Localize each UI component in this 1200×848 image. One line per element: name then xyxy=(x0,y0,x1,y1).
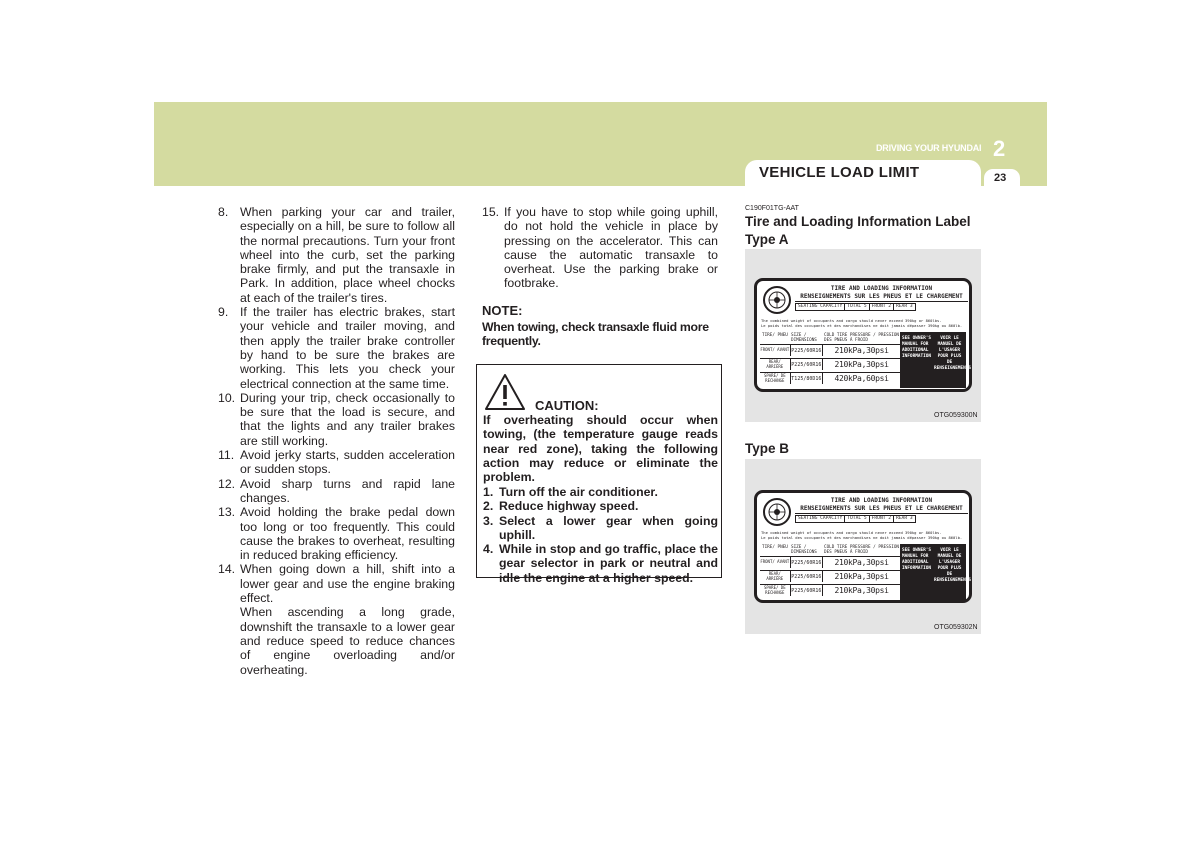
owner-manual-fr: VOIR LE MANUEL DE L'USAGER POUR PLUS DE RENSEIGNEMENTS xyxy=(934,548,972,583)
col-tire: TIRE/ PNEU xyxy=(762,545,788,550)
list-item xyxy=(218,305,455,391)
label-heading xyxy=(745,213,985,249)
label-title xyxy=(795,497,968,514)
item-number: 11. xyxy=(218,448,235,463)
seating-rear: REAR 3 xyxy=(893,303,916,311)
note-heading: NOTE: xyxy=(482,302,523,318)
warning-triangle-icon xyxy=(484,373,526,411)
combined-weight-en: The combined weight of occupants and cargo should never exceed 390kg or 860lbs. xyxy=(761,530,942,535)
middle-column xyxy=(482,205,718,349)
label-heading-line: Tire and Loading Information Label xyxy=(745,214,971,229)
seating-rear: REAR 3 xyxy=(893,515,916,523)
combined-weight-text xyxy=(761,319,966,328)
item-text: While in stop and go traffic, place the gear selector in park or neutral and idle the engine at a higher speed. xyxy=(499,542,718,585)
tire-loading-label-type-b xyxy=(754,490,972,603)
seating-front: FRONT 2 xyxy=(869,303,894,311)
item-number: 2. xyxy=(483,499,494,514)
tire-pressure-table xyxy=(760,332,972,388)
item-number: 1. xyxy=(483,485,494,499)
section-name: DRIVING YOUR HYUNDAI xyxy=(876,143,982,153)
list-item xyxy=(483,485,718,499)
label-title-en: TIRE AND LOADING INFORMATION xyxy=(830,285,933,292)
table-row: REAR/ ARRIÈRE P225/60R16 210kPa,30psi xyxy=(760,358,900,370)
item-text: Avoid holding the brake pedal down too long or too frequently. This could cause the brakes to overheat, resulting in reduced braking efficiency. xyxy=(240,505,455,563)
list-item xyxy=(483,514,718,543)
list-item xyxy=(218,477,455,506)
seating-total: TOTAL 5 xyxy=(844,303,869,311)
caution-steps-list xyxy=(483,485,718,585)
left-column xyxy=(218,205,455,677)
table-row: SPARE/ DE RECHANGE T125/80D16 420kPa,60psi xyxy=(760,372,900,384)
towing-steps-continued xyxy=(482,205,718,291)
note-text: When towing, check transaxle fluid more frequently. xyxy=(482,320,709,349)
figure-a-code: OTG059300N xyxy=(934,412,978,419)
item-number: 8. xyxy=(218,205,229,219)
seating-capacity-row xyxy=(795,303,968,311)
list-item xyxy=(218,448,455,477)
item-number: 14. xyxy=(218,562,236,577)
type-b-heading: Type B xyxy=(745,441,790,456)
label-title-en: TIRE AND LOADING INFORMATION xyxy=(830,497,933,504)
page-title: VEHICLE LOAD LIMIT xyxy=(759,164,920,181)
label-title xyxy=(795,285,968,302)
col-tire: TIRE/ PNEU xyxy=(762,333,788,338)
item-text: During your trip, check occasionally to be sure that the load is secure, and that the lights and any trailer brakes are still working. xyxy=(240,390,455,448)
label-title-fr: RENSEIGNEMENTS SUR LES PNEUS ET LE CHARGEMENT xyxy=(800,293,963,300)
item-text: Reduce highway speed. xyxy=(499,499,639,514)
caution-text: If overheating should occur when towing, (the temperature gauge reads near red zone), taking the following action may reduce or eliminate the problem. xyxy=(483,413,718,485)
list-item xyxy=(483,542,718,585)
col-pressure: COLD TIRE PRESSURE / PRESSION DES PNEUS À FROID xyxy=(824,333,900,343)
figure-b-code: OTG059302N xyxy=(934,624,978,631)
col-size: SIZE / DIMENSIONS xyxy=(791,333,817,343)
combined-weight-fr: Le poids total des occupants et des marchandises ne doit jamais dépasser 390kg ou 860lb. xyxy=(761,322,963,328)
section-title-tab xyxy=(745,160,981,186)
seating-total: TOTAL 5 xyxy=(844,515,869,523)
item-text: Select a lower gear when going uphill. xyxy=(499,513,718,542)
combined-weight-fr: Le poids total des occupants et des marchandises ne doit jamais dépasser 390kg ou 860lb. xyxy=(761,534,963,540)
item-number: 15. xyxy=(482,205,500,219)
item-number: 10. xyxy=(218,390,236,405)
item-number: 12. xyxy=(218,476,236,491)
combined-weight-text xyxy=(761,531,966,540)
item-number: 9. xyxy=(218,305,229,320)
seating-capacity-row xyxy=(795,515,968,523)
table-row: REAR/ ARRIÈRE P225/60R16 210kPa,30psi xyxy=(760,570,900,582)
owner-manual-en: SEE OWNER'S MANUAL FOR ADDITIONAL INFORMATION xyxy=(902,336,932,359)
page-number-tab xyxy=(984,169,1020,189)
seating-front: FRONT 2 xyxy=(869,515,894,523)
caution-title: CAUTION: xyxy=(535,398,599,413)
type-a-heading: Type A xyxy=(745,232,789,247)
seating-label: SEATING CAPACITY xyxy=(795,303,845,311)
owner-manual-fr: VOIR LE MANUEL DE L'USAGER POUR PLUS DE RENSEIGNEMENTS xyxy=(934,336,972,371)
page-number: 23 xyxy=(994,172,1007,184)
table-row: FRONT/ AVANT P225/60R16 210kPa,30psi xyxy=(760,556,900,568)
list-item xyxy=(482,205,718,291)
list-item xyxy=(218,391,455,448)
item-text: Avoid jerky starts, sudden acceleration or sudden stops. xyxy=(240,448,455,477)
table-row: SPARE/ DE RECHANGE P225/60R16 210kPa,30psi xyxy=(760,584,900,596)
owner-manual-box xyxy=(900,332,972,388)
list-item xyxy=(483,499,718,513)
tire-pressure-table xyxy=(760,544,972,600)
table-row: FRONT/ AVANT P225/60R16 210kPa,30psi xyxy=(760,344,900,356)
table-header xyxy=(760,332,900,344)
label-title-fr: RENSEIGNEMENTS SUR LES PNEUS ET LE CHARGEMENT xyxy=(800,505,963,512)
towing-steps-list xyxy=(218,205,455,677)
item-text: Turn off the air conditioner. xyxy=(499,485,658,499)
tire-loading-label-type-a xyxy=(754,278,972,392)
table-header xyxy=(760,544,900,556)
tire-icon xyxy=(763,286,791,314)
seating-label: SEATING CAPACITY xyxy=(795,515,845,523)
item-text: When parking your car and trailer, especially on a hill, be sure to follow all the normal precautions. Turn your front wheel into the curb, set the parking brake firmly, and put the transaxle in Park. In addition, place wheel chocks at each of the trailer's tires. xyxy=(240,205,455,305)
combined-weight-en: The combined weight of occupants and cargo should never exceed 390kg or 860lbs. xyxy=(761,318,942,323)
item-extra-text: When ascending a long grade, downshift the transaxle to a lower gear and reduce speed to reduce chances of engine overloading and/or overheating. xyxy=(240,605,455,677)
list-item xyxy=(218,562,455,676)
item-text: If the trailer has electric brakes, start your vehicle and trailer moving, and then apply the trailer brake controller by hand to be sure the brakes are working. This lets you check your electrical connection at the same time. xyxy=(240,305,455,391)
chapter-number: 2 xyxy=(993,136,1006,161)
col-pressure: COLD TIRE PRESSURE / PRESSION DES PNEUS À FROID xyxy=(824,545,900,555)
col-size: SIZE / DIMENSIONS xyxy=(791,545,817,555)
item-text: When going down a hill, shift into a lower gear and use the engine braking effect. xyxy=(240,562,455,606)
item-number: 13. xyxy=(218,505,236,520)
reference-code: C190F01TG-AAT xyxy=(745,205,799,212)
owner-manual-en: SEE OWNER'S MANUAL FOR ADDITIONAL INFORMATION xyxy=(902,548,932,571)
tire-icon xyxy=(763,498,791,526)
owner-manual-box xyxy=(900,544,972,600)
item-text: Avoid sharp turns and rapid lane changes. xyxy=(240,476,455,505)
item-text: If you have to stop while going uphill, do not hold the vehicle in place by pressing on the accelerator. This can cause the automatic transaxle to overheat. Use the parking brake or footbrake. xyxy=(504,205,718,291)
item-number: 4. xyxy=(483,542,494,557)
list-item xyxy=(218,505,455,562)
item-number: 3. xyxy=(483,513,494,528)
list-item xyxy=(218,205,455,305)
